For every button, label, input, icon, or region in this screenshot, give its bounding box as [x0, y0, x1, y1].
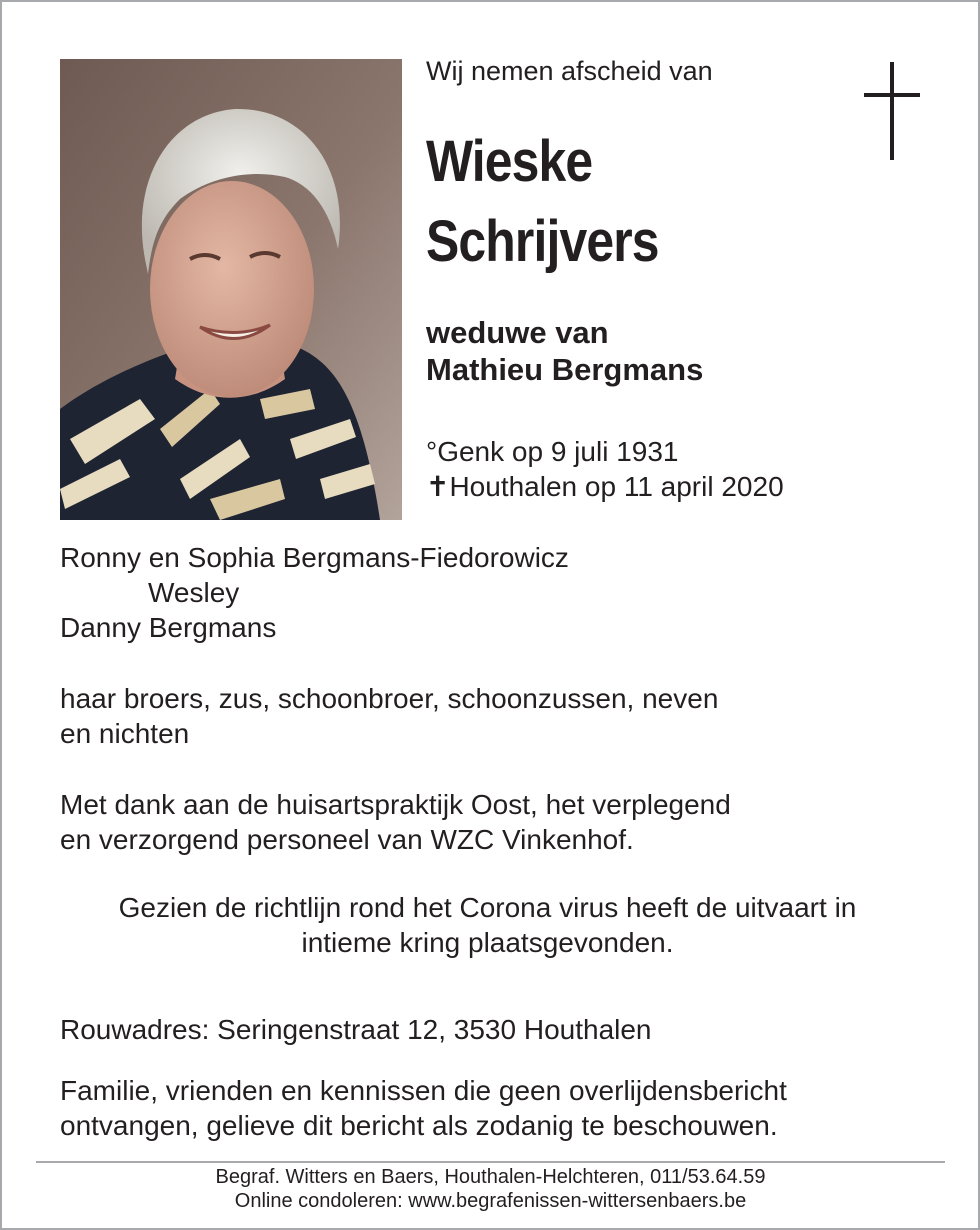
widow-of [426, 314, 703, 388]
thanks-line: Met dank aan de huisartspraktijk Oost, het verplegend [60, 789, 731, 820]
first-name: Wieske [426, 129, 593, 194]
death-date: ✝Houthalen op 11 april 2020 [426, 471, 784, 502]
deceased-name [426, 122, 659, 282]
closing-text [60, 1073, 920, 1143]
widow-label: weduwe van [426, 315, 609, 350]
relatives-line: en nichten [60, 718, 190, 749]
corona-notice [60, 890, 915, 960]
funeral-home-line: Begraf. Witters en Baers, Houthalen-Helchteren, 011/53.64.59 [215, 1166, 766, 1188]
life-dates [426, 434, 784, 504]
corona-line: intieme kring plaatsgevonden. [301, 927, 674, 958]
relatives-line: haar broers, zus, schoonbroer, schoonzussen, neven [60, 683, 719, 714]
relatives-text [60, 681, 840, 751]
thanks-text [60, 787, 880, 857]
corona-line: Gezien de richtlijn rond het Corona virus heeft de uitvaart in [118, 892, 857, 923]
birth-date: °Genk op 9 juli 1931 [426, 436, 679, 467]
portrait-photo [60, 59, 402, 520]
closing-line: Familie, vrienden en kennissen die geen overlijdensbericht [60, 1075, 787, 1106]
spouse-name: Mathieu Bergmans [426, 352, 704, 387]
mourning-address: Rouwadres: Seringenstraat 12, 3530 Houthalen [60, 1014, 652, 1045]
closing-line: ontvangen, gelieve dit bericht als zodanig te beschouwen. [60, 1110, 778, 1141]
family-line: Danny Bergmans [60, 612, 277, 643]
cross-icon [862, 62, 922, 160]
condolence-link[interactable]: Online condoleren: www.begrafenissen-wittersenbaers.be [234, 1190, 747, 1212]
last-name: Schrijvers [426, 209, 659, 274]
family-list [60, 540, 569, 645]
thanks-line: en verzorgend personeel van WZC Vinkenhof. [60, 824, 634, 855]
footer [36, 1165, 945, 1213]
family-line: Wesley [148, 577, 240, 608]
footer-divider [36, 1161, 945, 1163]
family-line: Ronny en Sophia Bergmans-Fiedorowicz [60, 542, 569, 573]
intro-text: Wij nemen afscheid van [426, 56, 713, 86]
